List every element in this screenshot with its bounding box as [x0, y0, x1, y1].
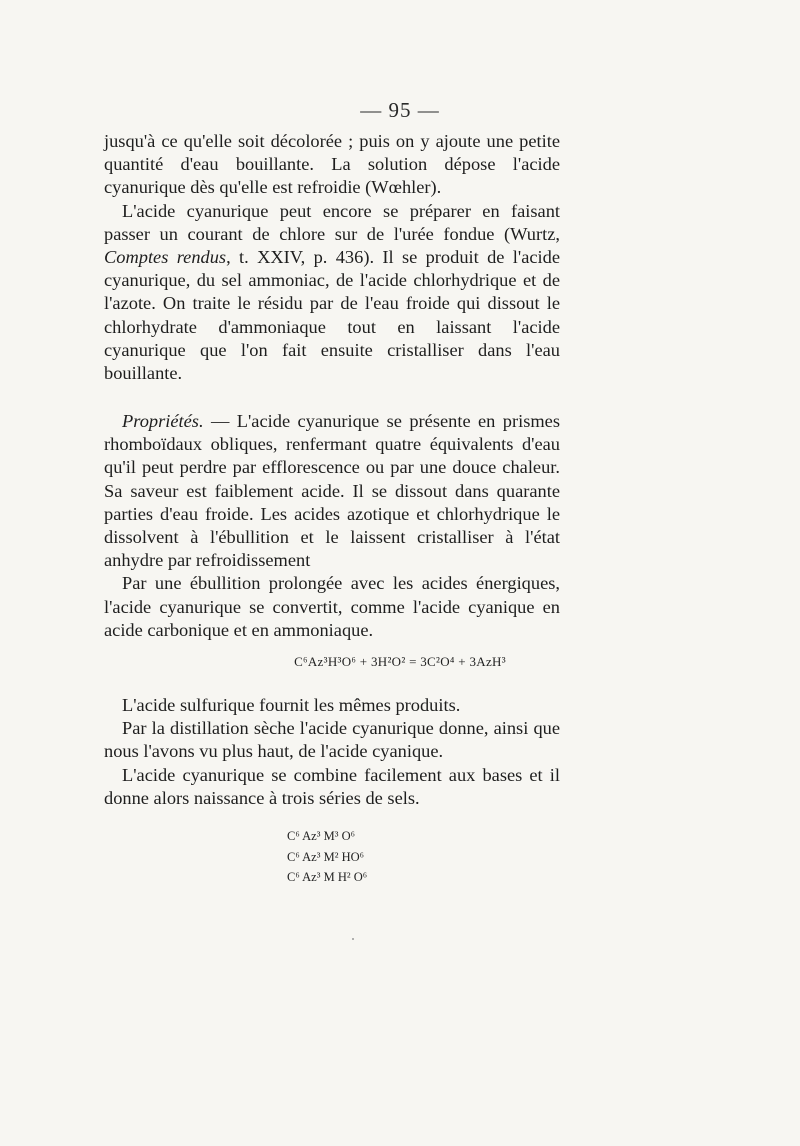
salt-formula-list [287, 826, 367, 888]
salt-formula: C⁶ Az³ M² HO⁶ [287, 849, 364, 864]
chemical-equation: C⁶Az³H³O⁶ + 3H²O² = 3C²O⁴ + 3AzH³ [294, 654, 506, 669]
text-block-bottom [104, 694, 560, 810]
section-heading-proprietes: Propriétés. [122, 411, 204, 431]
paragraph-2-text-a: L'acide cyanurique peut encore se préparer en faisant passer un courant de chlore sur de l'urée fondue (Wurtz, [104, 200, 560, 244]
paragraph-2-italic-citation: Comptes rendus [104, 247, 227, 268]
paragraph-3-text: — L'acide cyanurique se présente en prismes rhomboïdaux obliques, renfermant quatre équivalents d'eau qu'il peut perdre par efflorescence ou par une douce chaleur. Sa saveur est faiblement acide. Il se dissout dans quarante parties d'eau froide. Les acides azotique et chlorhydrique le dissolvent à l'ébullition et le laissent cristalliser à l'état anhydre par refroidissement [104, 411, 560, 571]
salt-formula: C⁶ Az³ M H² O⁶ [287, 870, 368, 884]
paragraph-6: Par la distillation sèche l'acide cyanurique donne, ainsi que nous l'avons vu plus haut, de l'acide cyanique. [104, 718, 560, 762]
paragraph-2 [104, 200, 560, 386]
text-block-top [104, 130, 560, 385]
paragraph-1: jusqu'à ce qu'elle soit décolorée ; puis on y ajoute une petite quantité d'eau bouillante. La solution dépose l'acide cyanurique dès qu'elle est refroidie (Wœhler). [104, 131, 560, 198]
paragraph-3 [104, 410, 560, 572]
page-number: — 95 — [360, 98, 440, 122]
paragraph-2-text-b: , t. XXIV, p. 436). Il se produit de l'acide cyanurique, du sel ammoniac, de l'acide chlorhydrique et de l'azote. On traite le résidu par de l'eau froide qui dissout le chlorhydrate d'ammoniaque tout en laissant l'acide cyanurique que l'on fait ensuite cristalliser dans l'eau bouillante. [104, 247, 560, 384]
paper-speck [352, 938, 354, 940]
text-block-middle [104, 410, 560, 642]
salt-formula: C⁶ Az³ M³ O⁶ [287, 829, 355, 843]
paragraph-5: L'acide sulfurique fournit les mêmes produits. [122, 695, 461, 715]
paragraph-4: Par une ébullition prolongée avec les acides énergiques, l'acide cyanurique se convertit, comme l'acide cyanique en acide carbonique et en ammoniaque. [104, 573, 560, 640]
paragraph-7: L'acide cyanurique se combine facilement aux bases et il donne alors naissance à trois séries de sels. [104, 764, 560, 808]
